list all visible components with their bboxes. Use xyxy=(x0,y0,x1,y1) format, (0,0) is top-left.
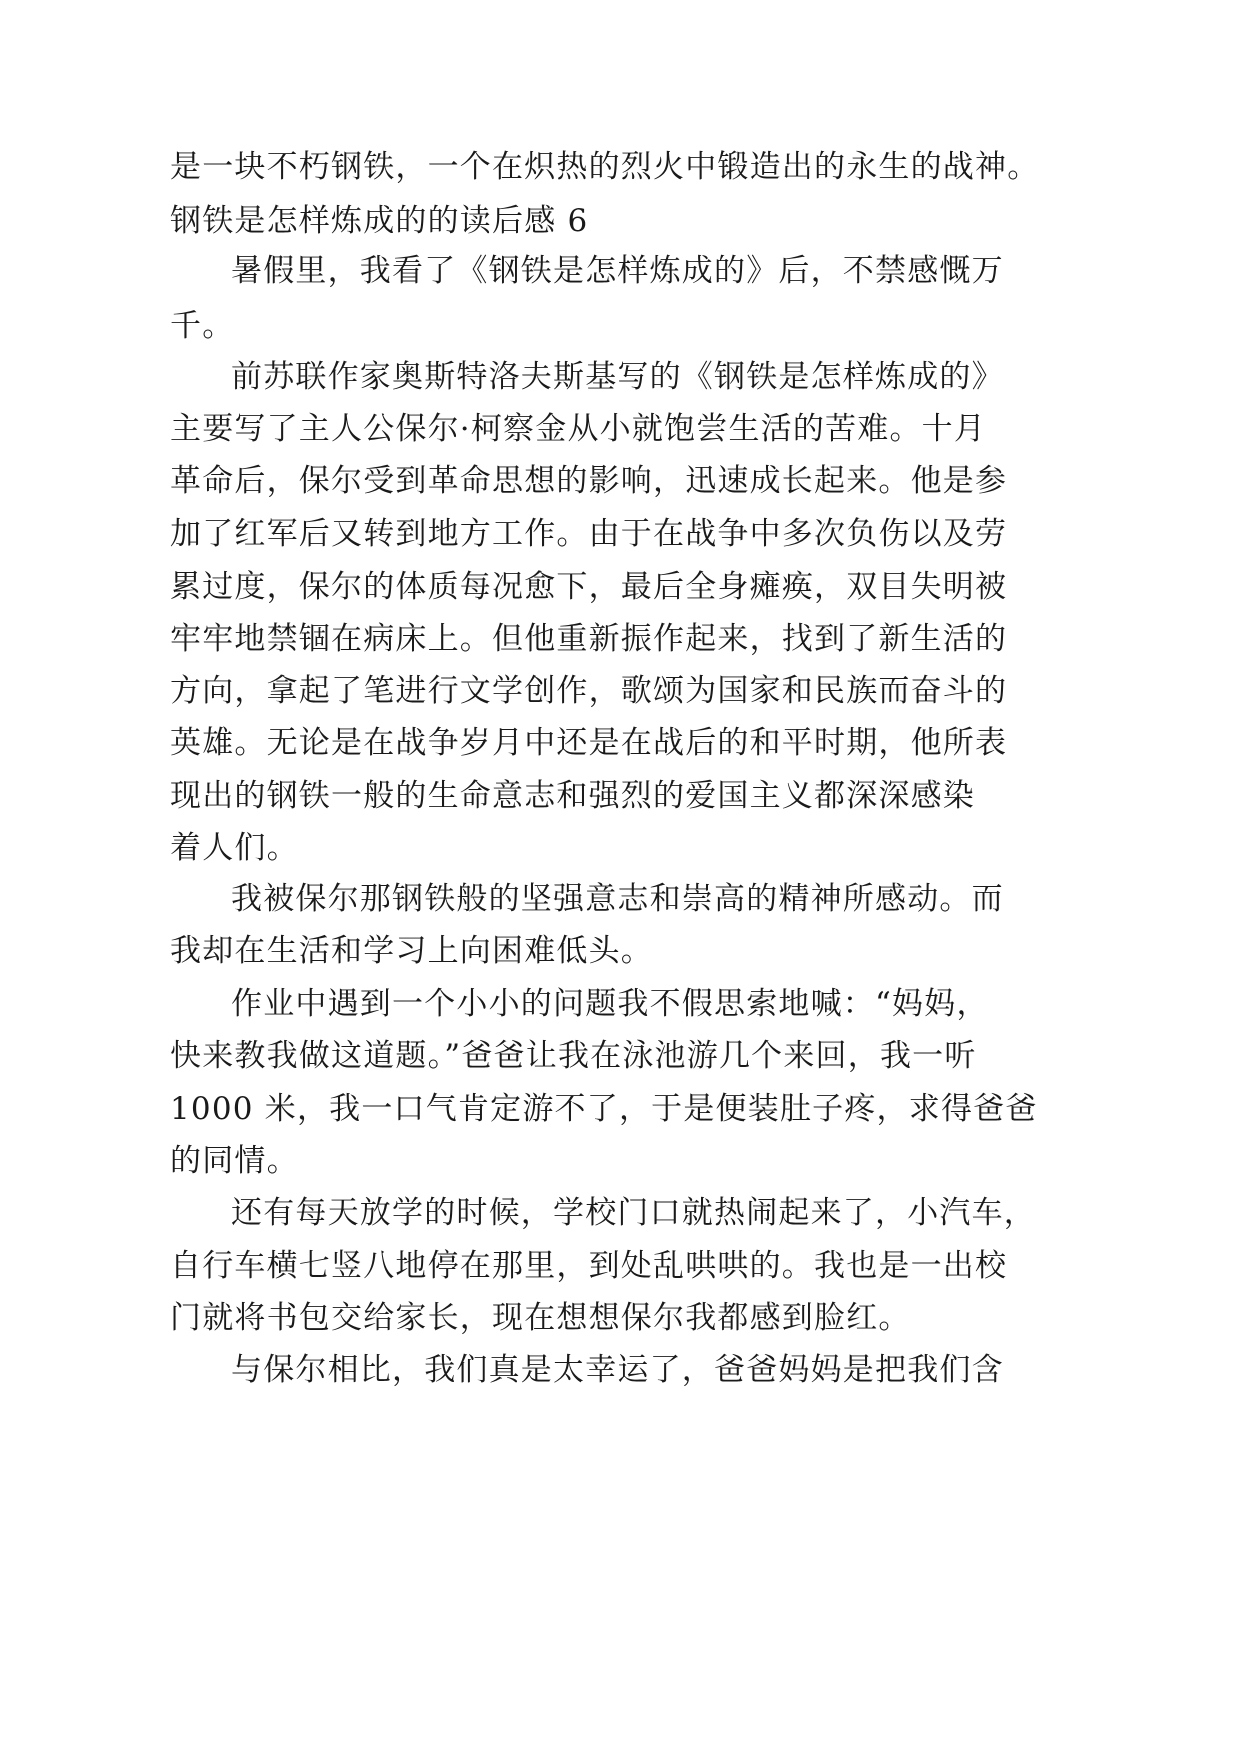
paragraph-line: 自行车横七竖八地停在那里，到处乱哄哄的。我也是一出校 xyxy=(170,1248,1008,1284)
paragraph-line: 加了红军后又转到地方工作。由于在战争中多次负伤以及劳 xyxy=(170,516,1008,552)
paragraph-line: 前苏联作家奥斯特洛夫斯基写的《钢铁是怎样炼成的》 xyxy=(231,359,1004,395)
paragraph-line: 我被保尔那钢铁般的坚强意志和崇高的精神所感动。而 xyxy=(231,881,1004,917)
paragraph-line: 累过度，保尔的体质每况愈下，最后全身瘫痪，双目失明被 xyxy=(170,569,1008,605)
paragraph-line: 1000 米，我一口气肯定游不了，于是便装肚子疼，求得爸爸 xyxy=(170,1091,1038,1127)
paragraph-line: 作业中遇到一个小小的问题我不假思索地喊：“妈妈， xyxy=(231,986,989,1022)
paragraph-line: 与保尔相比，我们真是太幸运了，爸爸妈妈是把我们含 xyxy=(231,1352,1004,1388)
paragraph-line: 现出的钢铁一般的生命意志和强烈的爱国主义都深深感染 xyxy=(170,778,975,814)
paragraph-line: 革命后，保尔受到革命思想的影响，迅速成长起来。他是参 xyxy=(170,463,1008,499)
paragraph-line: 方向，拿起了笔进行文学创作，歌颂为国家和民族而奋斗的 xyxy=(170,673,1008,709)
paragraph-line: 千。 xyxy=(170,308,235,344)
paragraph-line: 暑假里，我看了《钢铁是怎样炼成的》后，不禁感慨万 xyxy=(231,253,1004,289)
paragraph-line: 快来教我做这道题。”爸爸让我在泳池游几个来回，我一听 xyxy=(170,1038,977,1074)
paragraph-line: 主要写了主人公保尔·柯察金从小就饱尝生活的苦难。十月 xyxy=(170,411,987,447)
paragraph-line: 英雄。无论是在战争岁月中还是在战后的和平时期，他所表 xyxy=(170,725,1008,761)
paragraph-line: 门就将书包交给家长，现在想想保尔我都感到脸红。 xyxy=(170,1300,911,1336)
paragraph-line: 我却在生活和学习上向困难低头。 xyxy=(170,933,653,969)
paragraph-line: 牢牢地禁锢在病床上。但他重新振作起来，找到了新生活的 xyxy=(170,621,1008,657)
paragraph-line: 着人们。 xyxy=(170,830,299,866)
text-line: 是一块不朽钢铁，一个在炽热的烈火中锻造出的永生的战神。 xyxy=(170,149,1040,185)
paragraph-line: 还有每天放学的时候，学校门口就热闹起来了，小汽车， xyxy=(231,1195,1036,1231)
paragraph-line: 的同情。 xyxy=(170,1143,299,1179)
section-heading: 钢铁是怎样炼成的的读后感 6 xyxy=(170,203,589,239)
